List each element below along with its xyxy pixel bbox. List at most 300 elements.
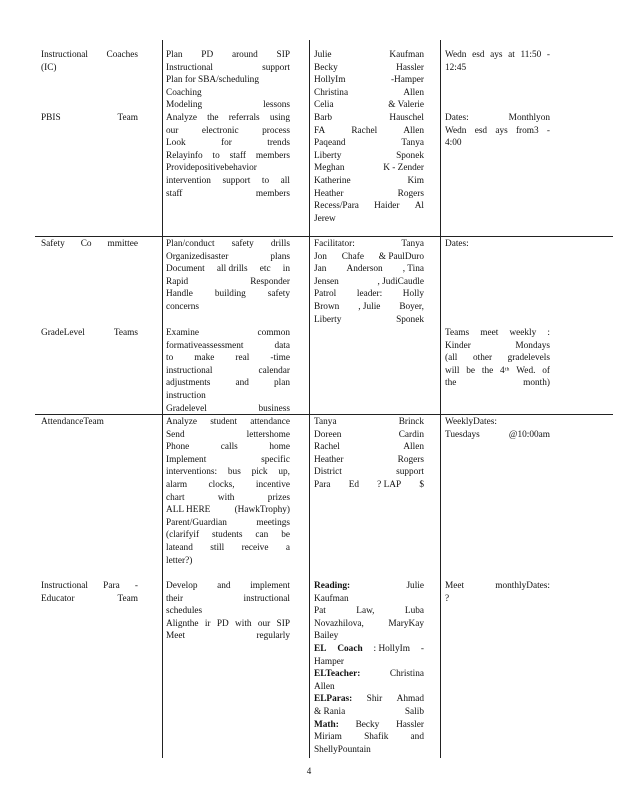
word: Send (166, 429, 185, 440)
word: Analyze (166, 113, 197, 123)
word: Meet (445, 581, 465, 591)
word: Allen (314, 681, 335, 692)
word: calls (220, 442, 238, 453)
team-tasks-cell (166, 112, 290, 200)
word: Hassler (396, 719, 424, 730)
team-name-cell (41, 327, 138, 340)
word: Meet (166, 631, 186, 642)
word: of (542, 365, 550, 376)
word: Jon (314, 251, 327, 262)
word: implement (250, 581, 290, 591)
word: the (445, 378, 457, 389)
team-members-cell (314, 580, 424, 756)
word: ir (204, 618, 211, 629)
team-members-cell (314, 112, 424, 225)
text-line (314, 719, 424, 732)
word: Instructional (166, 62, 213, 73)
word: real (235, 353, 250, 364)
text-line (314, 188, 424, 201)
word: , Julie (358, 301, 381, 312)
word: Holly (402, 289, 424, 300)
word: PD (201, 50, 214, 60)
word: Celia (314, 100, 334, 111)
text-line (166, 49, 290, 62)
text-line (166, 580, 290, 593)
text-line (166, 276, 290, 289)
text-line (314, 681, 424, 694)
word: letter?) (166, 555, 193, 566)
word: - (134, 581, 138, 591)
row-rule-1 (35, 236, 613, 237)
text-line (166, 466, 290, 479)
word: data (274, 340, 290, 351)
word: - (420, 643, 424, 654)
text-line (314, 62, 424, 75)
word: all drills (216, 264, 248, 275)
word: Paqeand (314, 138, 346, 149)
word: Al (414, 201, 424, 212)
word: from3 (515, 125, 539, 136)
text-line (166, 125, 290, 138)
word: adjustments (166, 378, 211, 389)
word: Brown (314, 301, 340, 312)
word: common (257, 328, 290, 338)
text-line (166, 62, 290, 75)
text-line (314, 744, 424, 757)
word: Kaufman (389, 50, 424, 60)
word: Phone (166, 442, 190, 453)
text-line (445, 238, 550, 251)
text-line (166, 529, 290, 542)
word: and (410, 732, 424, 743)
word: ays (490, 50, 503, 60)
word: the (481, 365, 494, 376)
word: up, (278, 467, 290, 478)
word: Document (166, 264, 205, 275)
text-line (166, 377, 290, 390)
word: Facilitator: (314, 239, 355, 249)
word: ELTeacher: (314, 669, 361, 680)
text-line (314, 618, 424, 631)
word: Gradelevel (166, 403, 207, 414)
text-line (314, 99, 424, 112)
word: our (166, 125, 179, 136)
word: Implement (166, 454, 207, 465)
word: interventions: (166, 467, 218, 478)
text-line (41, 580, 138, 593)
word: Jerew (314, 213, 336, 224)
text-line (314, 605, 424, 618)
text-line (445, 340, 550, 353)
word: Develop (166, 581, 198, 591)
word: WeeklyDates: (445, 417, 497, 427)
word: Coaches (106, 50, 138, 60)
word: will (445, 365, 460, 376)
text-line (314, 416, 424, 429)
word: Shir (366, 694, 383, 705)
word: PD (216, 618, 229, 629)
word: SIP (276, 50, 290, 60)
word: & Valerie (388, 100, 424, 111)
word: lettershome (246, 429, 290, 440)
word: GradeLevel (41, 328, 85, 338)
text-line (166, 630, 290, 643)
team-tasks-cell (166, 416, 290, 567)
text-line (166, 301, 290, 314)
word: Meghan (314, 163, 345, 174)
word: Julie (314, 50, 332, 60)
word: students (211, 530, 243, 541)
text-line (166, 618, 290, 631)
word: Boyer, (399, 301, 424, 312)
word: 12:45 (445, 62, 467, 73)
word: at (508, 50, 515, 60)
word: (HawkTrophy) (234, 505, 290, 516)
word: building (214, 289, 246, 300)
word: Instructional (41, 50, 88, 60)
text-line (166, 263, 290, 276)
text-line (166, 175, 290, 188)
word: Alignthe (166, 618, 199, 629)
word: instructional (166, 365, 213, 376)
word: - (546, 50, 550, 60)
word: Plan/conduct (166, 239, 215, 249)
word: Law, (356, 606, 375, 617)
word: Bailey (314, 631, 339, 642)
text-line (166, 492, 290, 505)
text-line (445, 49, 550, 62)
text-line (314, 301, 424, 314)
word: receive (241, 542, 269, 553)
word: bus (227, 467, 241, 478)
word: Coaching (166, 87, 202, 98)
word: to (212, 150, 220, 161)
text-line (314, 314, 424, 327)
word: HollyIm (314, 75, 346, 86)
text-line (166, 365, 290, 378)
word: Tanya (314, 417, 337, 427)
word: K - Zender (383, 163, 424, 174)
team-dates-cell (445, 327, 550, 390)
word: and (217, 581, 231, 591)
word: Tanya (401, 239, 424, 249)
word: formativeassessment (166, 340, 244, 351)
word: month) (523, 378, 550, 389)
word: Julie (406, 581, 424, 591)
word: Haider (374, 201, 400, 212)
word: Rachel (351, 125, 378, 136)
word: Liberty (314, 314, 342, 325)
text-line (314, 263, 424, 276)
text-line (445, 137, 550, 150)
team-tasks-cell (166, 327, 290, 415)
word: 11:50 (520, 50, 542, 60)
word: Kaufman (314, 593, 349, 604)
word: Para (103, 581, 120, 591)
word: esd (472, 50, 485, 60)
word: Katherine (314, 175, 351, 186)
word: District (314, 467, 342, 478)
text-line (445, 125, 550, 138)
text-line (166, 605, 290, 618)
word: Allen (403, 87, 424, 98)
text-line (166, 288, 290, 301)
text-line (314, 706, 424, 719)
team-dates-cell (445, 416, 550, 441)
word: Jensen (314, 276, 339, 287)
team-name-cell (41, 49, 138, 74)
word: Examine (166, 328, 200, 338)
word: Kinder (445, 340, 471, 351)
word: , JudiCaudle (377, 276, 424, 287)
text-line (41, 327, 138, 340)
word: Teams (113, 328, 138, 338)
text-line (314, 137, 424, 150)
text-line (314, 288, 424, 301)
text-line (314, 479, 424, 492)
text-line (314, 162, 424, 175)
word: can (255, 530, 269, 541)
word: specific (261, 454, 290, 465)
text-line (166, 352, 290, 365)
text-line (314, 454, 424, 467)
word: chart (166, 492, 185, 503)
team-dates-cell (445, 238, 550, 251)
word: be (466, 365, 476, 376)
text-line (314, 200, 424, 213)
word: Liberty (314, 150, 342, 161)
text-line (41, 62, 138, 75)
text-line (166, 479, 290, 492)
word: Rogers (397, 454, 424, 465)
word: ays (495, 125, 508, 136)
word: concerns (166, 301, 200, 312)
word: around (231, 50, 258, 60)
word: Reading: (314, 581, 351, 591)
text-line (166, 403, 290, 416)
word: Coach (337, 643, 363, 654)
word: pick (251, 467, 268, 478)
word: make (194, 353, 215, 364)
word: Chafe (341, 251, 364, 262)
text-line (166, 162, 290, 175)
word: Hassler (396, 62, 424, 73)
word: Look (166, 138, 186, 149)
word: lessons (263, 100, 290, 111)
word: Team (117, 593, 138, 604)
word: schedules (166, 606, 203, 617)
word: Cardin (398, 429, 424, 440)
text-line (314, 441, 424, 454)
word: Wedn (445, 50, 467, 60)
text-line (314, 668, 424, 681)
word: support (396, 467, 424, 478)
word: monthlyDates: (495, 581, 550, 591)
team-name-cell (41, 238, 138, 251)
word: meetings (256, 517, 290, 528)
word: ShellyPountain (314, 744, 371, 755)
text-line (314, 693, 424, 706)
column-rule-3 (440, 40, 441, 758)
word: Responder (250, 276, 290, 287)
text-line (166, 593, 290, 606)
word: regularly (256, 631, 290, 642)
text-line (314, 150, 424, 163)
word: support (262, 62, 290, 73)
word: instruction (166, 390, 206, 401)
word: drills (270, 239, 290, 249)
text-line (166, 504, 290, 517)
text-line (445, 593, 550, 606)
word: all (280, 175, 290, 186)
word: : (547, 328, 550, 338)
word: mmittee (107, 239, 138, 249)
word: our (257, 618, 271, 629)
word: to (166, 353, 174, 364)
team-tasks-cell (166, 580, 290, 643)
word: FA (314, 125, 326, 136)
text-line (445, 580, 550, 593)
word: Salib (404, 706, 424, 717)
word: other (472, 353, 493, 364)
word: using (269, 113, 290, 123)
word: Organizedisaster (166, 251, 229, 262)
text-line (314, 643, 424, 656)
word: Tuesdays (445, 429, 480, 440)
word: ? (445, 593, 450, 604)
text-line (445, 327, 550, 340)
text-line (166, 416, 290, 429)
word: Parent/Guardian (166, 517, 227, 528)
text-line (445, 352, 550, 365)
word: Novazhilova, (314, 618, 364, 629)
word: members (255, 188, 290, 199)
word: meet (480, 328, 499, 338)
word: with (217, 492, 235, 503)
text-line (445, 112, 550, 125)
word: Monthlyon (508, 113, 550, 123)
word: Becky (314, 62, 338, 73)
word: members (255, 150, 290, 161)
word: Team (117, 113, 138, 123)
team-dates-cell (445, 580, 550, 605)
word: still (210, 542, 225, 553)
word: (IC) (41, 62, 57, 73)
word: Wed. (516, 365, 536, 376)
word: & PaulDuro (378, 251, 424, 262)
text-line (166, 454, 290, 467)
word: in (282, 264, 290, 275)
word: intervention (166, 175, 211, 186)
word: EL (314, 643, 327, 654)
word: Para (314, 479, 331, 490)
text-line (166, 429, 290, 442)
text-line (41, 593, 138, 606)
text-line (445, 365, 550, 378)
word: Becky (355, 719, 380, 730)
word: referrals (228, 113, 260, 123)
word: Instructional (41, 581, 88, 591)
column-rule-1 (162, 40, 163, 758)
word: home (269, 442, 290, 453)
word: and (235, 378, 249, 389)
text-line (166, 390, 290, 403)
word: be (281, 530, 290, 541)
word: Patrol (314, 289, 337, 300)
team-name-cell (41, 416, 138, 429)
text-line (445, 62, 550, 75)
word: Shafik (364, 732, 389, 743)
text-line (314, 175, 424, 188)
text-line (314, 125, 424, 138)
text-line (314, 238, 424, 251)
word: attendance (250, 417, 290, 427)
word: Wedn (445, 125, 467, 136)
word: & Rania (314, 706, 346, 717)
text-line (166, 441, 290, 454)
text-line (314, 87, 424, 100)
text-line (166, 517, 290, 530)
text-line (166, 99, 290, 112)
word: Kim (407, 175, 424, 186)
team-members-cell (314, 238, 424, 326)
word: Providepositivebehavior (166, 163, 257, 174)
column-rule-2 (309, 40, 310, 758)
word: (all (445, 353, 458, 364)
text-line (445, 429, 550, 442)
word: Barb (314, 113, 333, 123)
team-name-cell (41, 580, 138, 605)
word: PBIS (41, 113, 61, 123)
word: -time (270, 353, 290, 364)
text-line (166, 555, 290, 568)
text-line (314, 276, 424, 289)
text-line (166, 137, 290, 150)
word: Dates: (445, 113, 469, 123)
word: Mondays (515, 340, 550, 351)
team-dates-cell (445, 112, 550, 150)
word: (clarifyif (166, 530, 200, 541)
word: Educator (41, 593, 75, 604)
word: plan (273, 378, 290, 389)
word: Plan for SBA/scheduling (166, 75, 259, 86)
word: etc (259, 264, 271, 275)
text-line (314, 656, 424, 669)
word: Dates: (445, 239, 469, 249)
team-members-cell (314, 416, 424, 492)
word: 4ᵗʰ (500, 365, 510, 376)
word: incentive (255, 479, 290, 490)
team-dates-cell (445, 49, 550, 74)
word: esd (474, 125, 488, 136)
word: with (235, 618, 252, 629)
word: Sponek (396, 314, 424, 325)
word: staff (229, 150, 247, 161)
text-line (41, 49, 138, 62)
text-line (166, 74, 290, 87)
word: Anderson (346, 264, 383, 275)
word: weekly (509, 328, 537, 338)
text-line (314, 580, 424, 593)
word: Doreen (314, 429, 342, 440)
word: clocks, (208, 479, 235, 490)
word: Allen (403, 442, 424, 453)
word: Jan (314, 264, 327, 275)
word: Tanya (401, 138, 424, 149)
word: Christina (314, 87, 349, 98)
text-line (41, 112, 138, 125)
word: Hauschel (389, 113, 424, 123)
